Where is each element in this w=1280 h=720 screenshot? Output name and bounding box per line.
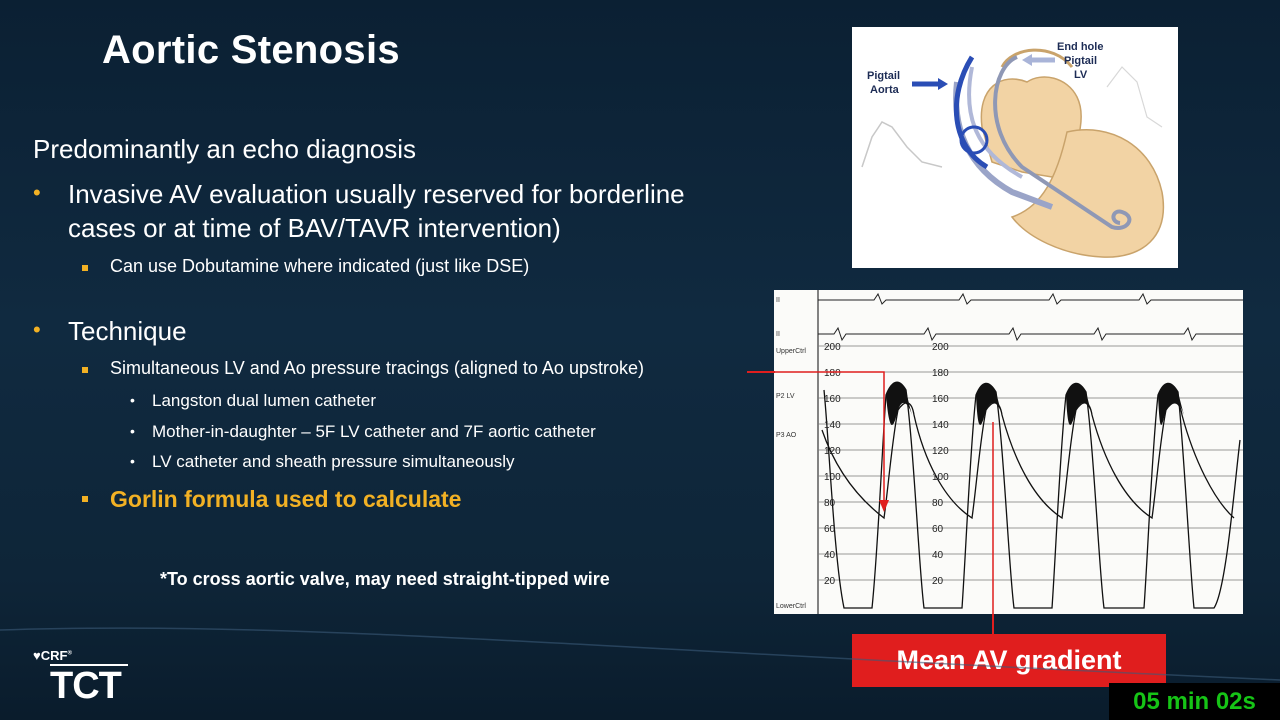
channel-label: P2 LV (776, 393, 795, 400)
scale-label-left: 160 (824, 394, 841, 405)
bullet-gorlin: Gorlin formula used to calculate (110, 486, 462, 512)
bullet-langston: Langston dual lumen catheter (152, 391, 376, 410)
bullet-sheath: LV catheter and sheath pressure simultaneously (152, 452, 515, 471)
bullet-square (82, 265, 88, 271)
heart-icon: ♥ (33, 648, 41, 663)
bullet-dot-small: • (130, 423, 135, 439)
bullet-technique: Technique (68, 316, 187, 346)
heart-diagram-svg (852, 27, 1178, 268)
mean-av-gradient-callout: Mean AV gradient (852, 634, 1166, 687)
scale-label-mid: 60 (932, 524, 944, 535)
elapsed-timer: 05 min 02s (1109, 683, 1280, 720)
bullet-square (82, 496, 88, 502)
bullet-square (82, 367, 88, 373)
tct-logo: TCT (50, 665, 121, 707)
channel-label: II (776, 331, 780, 338)
channel-label: UpperCtrl (776, 348, 806, 355)
crf-logo: ♥CRF® (33, 648, 72, 663)
bullet-mother: Mother-in-daughter – 5F LV catheter and 7F aortic catheter (152, 422, 596, 441)
label-pigtail-aorta-1: Pigtail (867, 70, 901, 82)
bullet-invasive-line1: Invasive AV evaluation usually reserved for borderline (68, 179, 685, 209)
scale-label-mid: 120 (932, 446, 949, 457)
heart-catheter-diagram (852, 27, 1178, 268)
scale-label-left: 80 (824, 498, 836, 509)
scale-label-mid: 200 (932, 342, 949, 353)
scale-label-mid: 80 (932, 498, 944, 509)
bullet-invasive-line2: cases or at time of BAV/TAVR intervention) (68, 213, 561, 243)
bullet-dot-small: • (130, 392, 135, 408)
scale-label-left: 200 (824, 342, 841, 353)
bottom-wave-decoration (0, 620, 1280, 720)
scale-label-left: 180 (824, 368, 841, 379)
scale-label-mid: 40 (932, 550, 944, 561)
footnote: *To cross aortic valve, may need straight-tipped wire (160, 569, 610, 589)
bullet-dot-small: • (130, 453, 135, 469)
pressure-tracing (774, 290, 1243, 614)
channel-label: P3 AO (776, 432, 797, 439)
bullet-dot: • (33, 180, 41, 205)
label-pigtail-aorta-2: Aorta (870, 84, 899, 96)
bullet-dot: • (33, 317, 41, 342)
scale-label-mid: 20 (932, 576, 944, 587)
scale-label-mid: 140 (932, 420, 949, 431)
scale-label-mid: 100 (932, 472, 949, 483)
bullet-simultaneous: Simultaneous LV and Ao pressure tracings (aligned to Ao upstroke) (110, 358, 644, 378)
channel-label: LowerCtrl (776, 603, 806, 610)
scale-label-left: 120 (824, 446, 841, 457)
callout-connector (747, 371, 775, 373)
pressure-tracing-svg (774, 290, 1243, 614)
slide-title: Aortic Stenosis (102, 28, 400, 72)
scale-label-mid: 160 (932, 394, 949, 405)
scale-label-left: 60 (824, 524, 836, 535)
scale-label-left: 40 (824, 550, 836, 561)
channel-label: II (776, 297, 780, 304)
scale-label-left: 140 (824, 420, 841, 431)
scale-label-left: 20 (824, 576, 836, 587)
intro-text: Predominantly an echo diagnosis (33, 134, 417, 164)
label-endhole-1: End hole (1057, 41, 1104, 53)
scale-label-mid: 180 (932, 368, 949, 379)
scale-label-left: 100 (824, 472, 841, 483)
bullet-dobutamine: Can use Dobutamine where indicated (just like DSE) (110, 256, 530, 276)
label-endhole-2: Pigtail (1064, 55, 1098, 67)
label-endhole-3: LV (1074, 69, 1088, 81)
